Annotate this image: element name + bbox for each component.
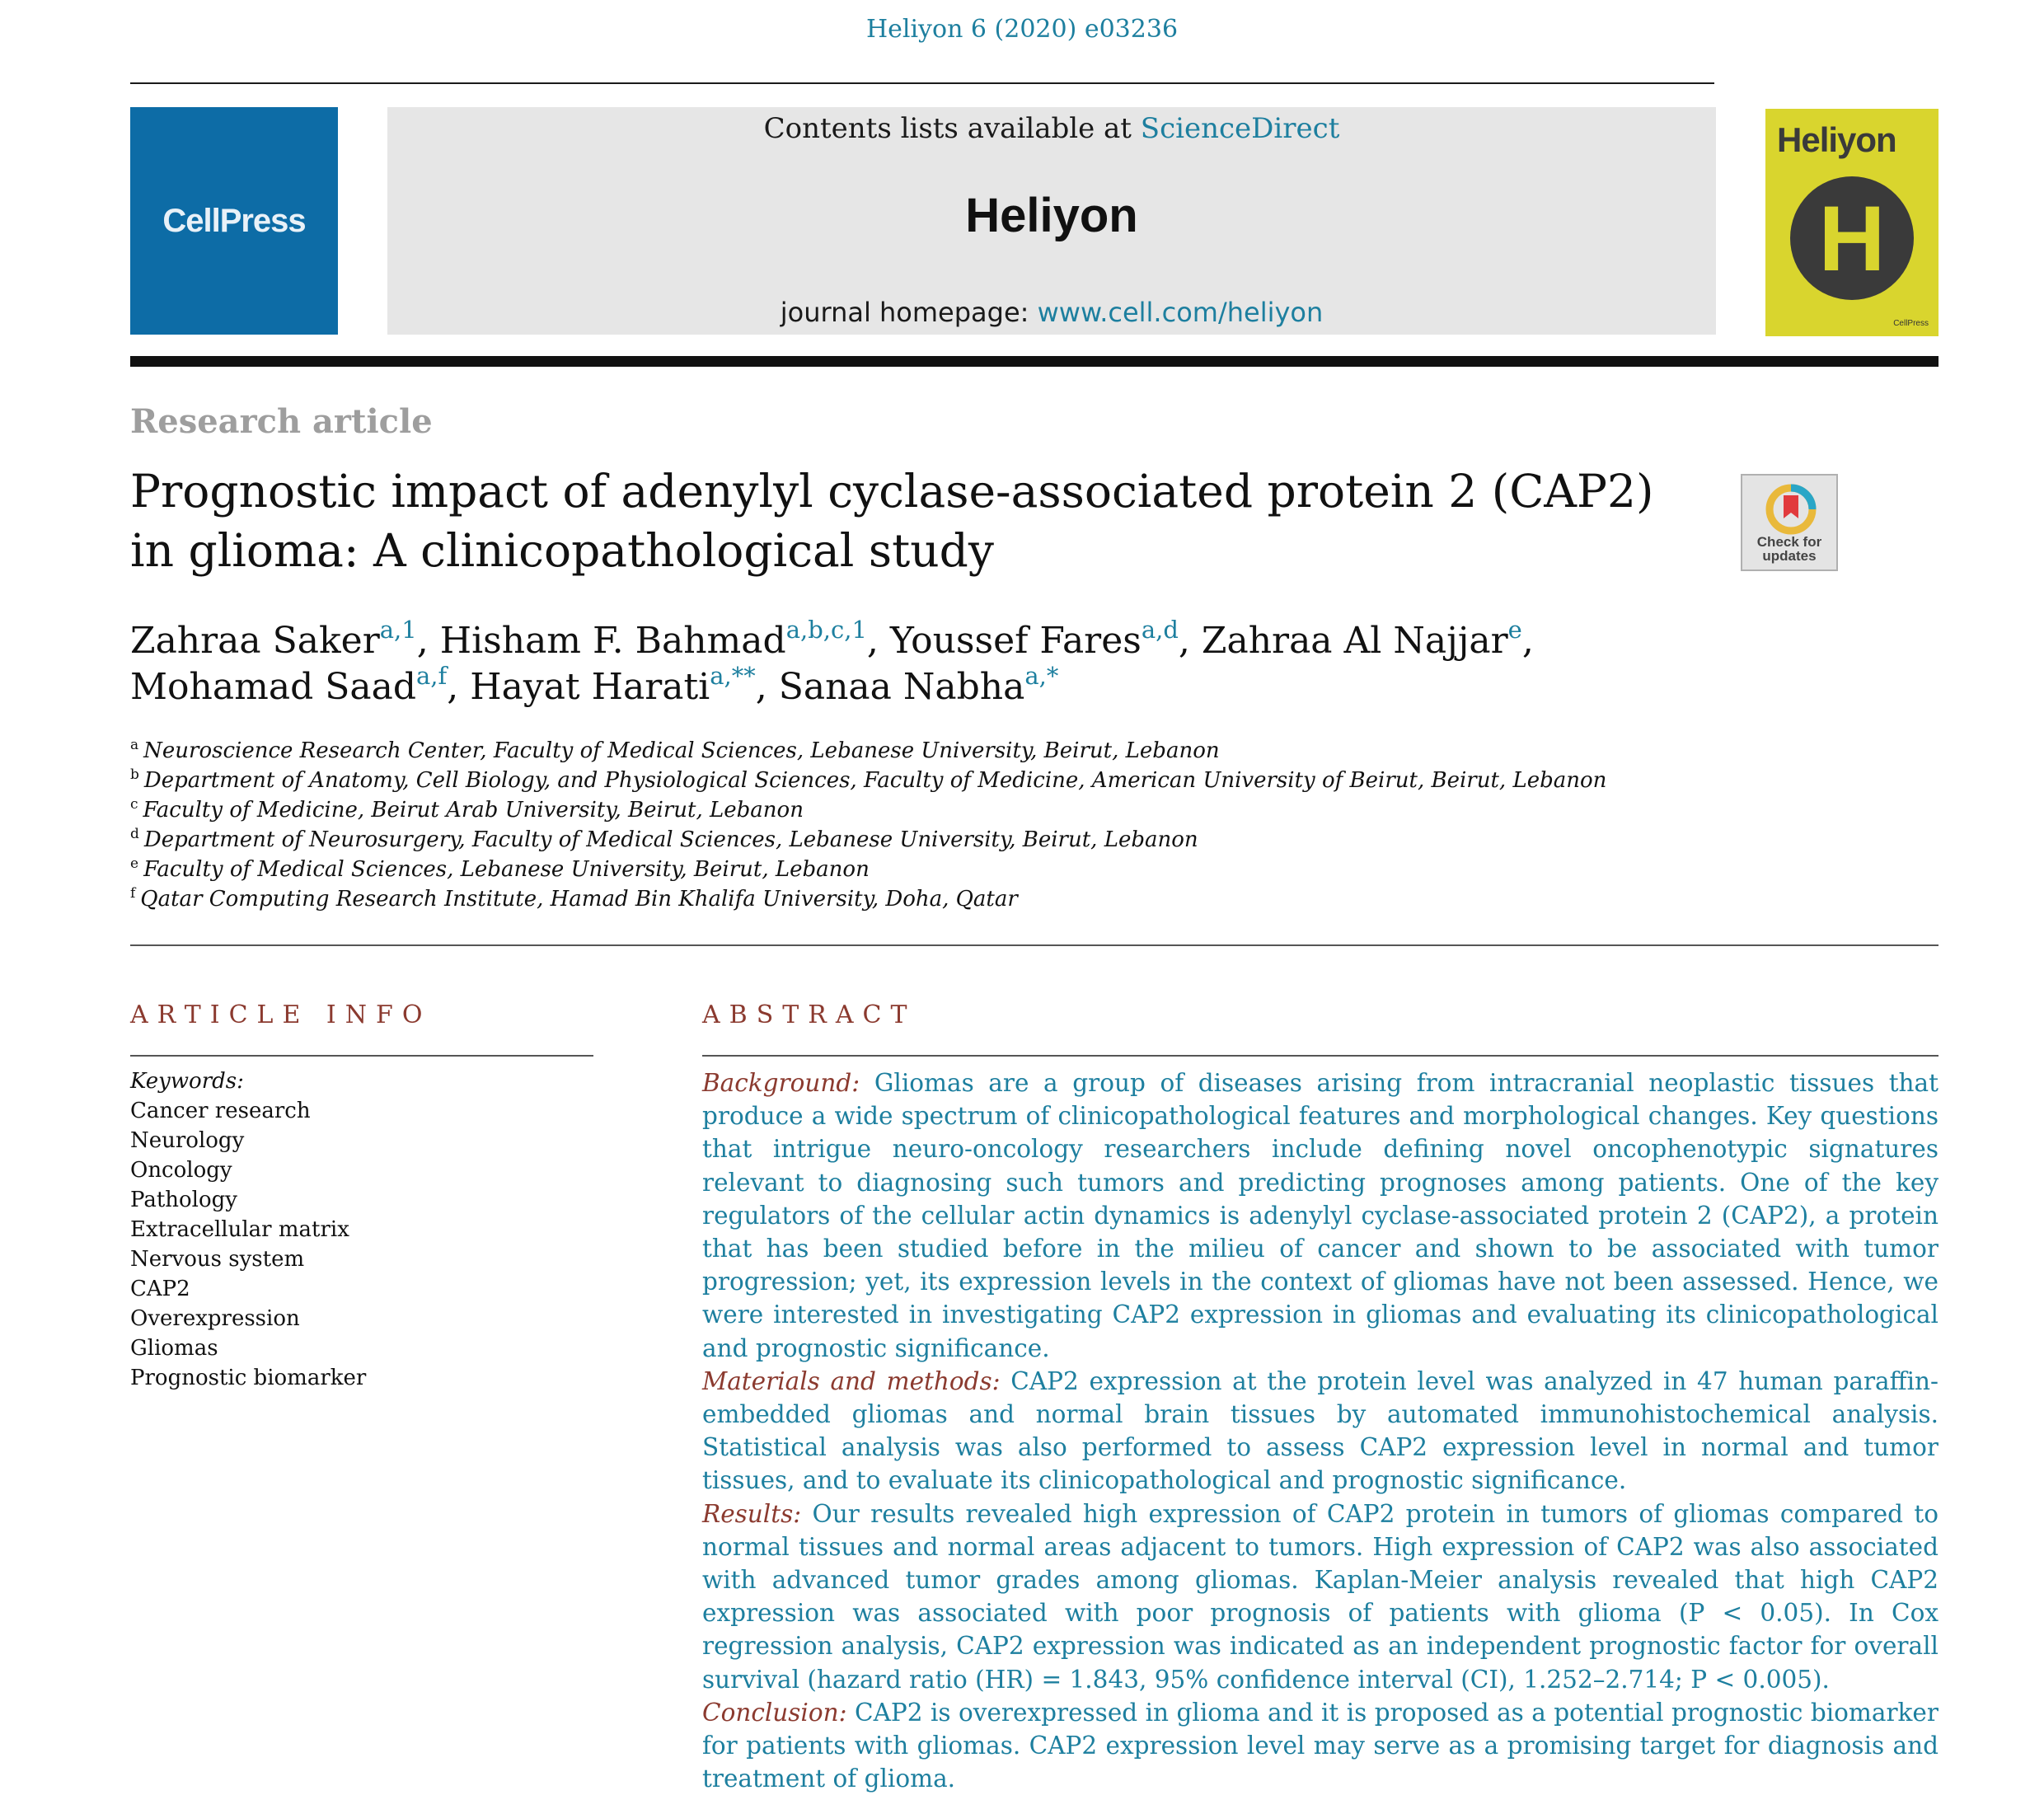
- keyword-item: Extracellular matrix: [130, 1217, 349, 1242]
- author-name: Zahraa Al Najjar: [1201, 620, 1508, 662]
- article-info-heading: ARTICLE INFO: [130, 1001, 432, 1029]
- journal-header-box: [387, 107, 1716, 335]
- author-name: Sanaa Nabha: [778, 666, 1025, 708]
- header-thick-divider: [130, 356, 1939, 367]
- affiliation-item: [130, 884, 1696, 914]
- abstract-section-label: Materials and methods:: [702, 1366, 1001, 1395]
- journal-name: Heliyon: [965, 189, 1138, 242]
- affiliation-key: a: [130, 737, 139, 753]
- keyword-item: Pathology: [130, 1188, 237, 1212]
- affiliation-key: c: [130, 796, 138, 813]
- abstract-section-text: Our results revealed high expression of CAP2 protein in tumors of gliomas compared to normal tissues and normal areas adjacent to tumors. High expression of CAP2 was also associated with advanced tumor grades among gliomas. Kaplan-Meier analysis revealed that high CAP2 expression was associated with poor prognosis of patients with glioma (P < 0.05). In Cox regression analysis, CAP2 expression was indicated as an independent prognostic factor for overall survival (hazard ratio (HR) = 1.843, 95% confidence interval (CI), 1.252–2.714; P < 0.005).: [702, 1499, 1939, 1694]
- keyword-item: Cancer research: [130, 1099, 311, 1123]
- affiliation-text: Qatar Computing Research Institute, Hamad Bin Khalifa University, Doha, Qatar: [140, 887, 1018, 912]
- keyword-item: Neurology: [130, 1128, 245, 1153]
- cover-title: Heliyon: [1777, 120, 1896, 159]
- article-type: Research article: [130, 402, 433, 441]
- author-affiliation-link[interactable]: a,**: [710, 662, 756, 690]
- cover-logo-circle: [1790, 176, 1914, 300]
- affiliation-key: f: [130, 885, 136, 902]
- abstract-section-text: CAP2 expression at the protein level was analyzed in 47 human paraffin-embedded gliomas and normal brain tissues by automated immunohistochemical analysis. Statistical analysis was also performed to assess CAP2 expression level in normal and tumor tissues, and to evaluate its clinicopathological and prognostic significance.: [702, 1366, 1939, 1495]
- affiliation-text: Faculty of Medicine, Beirut Arab University, Beirut, Lebanon: [143, 798, 804, 823]
- abstract-section-label: Background:: [702, 1069, 860, 1097]
- abstract-section-text: CAP2 is overexpressed in glioma and it is proposed as a potential prognostic biomarker for patients with gliomas. CAP2 expression level may serve as a promising target for diagnosis and treatment of glioma.: [702, 1698, 1939, 1793]
- abstract-background: [702, 1066, 1939, 1365]
- affiliation-key: b: [130, 766, 139, 783]
- contents-prefix: Contents lists available at: [763, 112, 1132, 145]
- journal-cover-thumbnail[interactable]: [1765, 109, 1939, 336]
- article-title: Prognostic impact of adenylyl cyclase-associated protein 2 (CAP2) in glioma: A clinicopathological study: [130, 465, 1654, 577]
- author-name: Mohamad Saad: [130, 666, 416, 708]
- affiliation-text: Department of Anatomy, Cell Biology, and Physiological Sciences, Faculty of Medicine, American University of Beirut, Beirut, Lebanon: [143, 768, 1607, 793]
- affiliation-item: [130, 795, 1696, 825]
- homepage-line: [387, 297, 1716, 328]
- keywords-list: [130, 1066, 366, 1393]
- keyword-item: Gliomas: [130, 1336, 218, 1361]
- author-name: Hayat Harati: [470, 666, 710, 708]
- affiliation-item: [130, 825, 1696, 855]
- affiliation-text: Department of Neurosurgery, Faculty of Medical Sciences, Lebanese University, Beirut, Lebanon: [143, 827, 1198, 852]
- author-name: Youssef Fares: [889, 620, 1142, 662]
- author-list: Zahraa Saker$^{a,1}$, Hisham F. Bahmad$^{a,b,c,1}$, Youssef Fares$^{a,d}$, Zahraa Al Najjar$^e$, Mohamad Saad$^{a,f}$, Hayat Harati$^{a,**}$, Sanaa Nabha$^{a,*}$: [130, 616, 1534, 708]
- cellpress-logo[interactable]: [130, 107, 338, 335]
- affiliation-text: Neuroscience Research Center, Faculty of Medical Sciences, Lebanese University, Beirut, Lebanon: [143, 738, 1220, 763]
- keyword-item: CAP2: [130, 1277, 190, 1301]
- check-updates-line2: updates: [1762, 548, 1817, 564]
- keyword-item: Overexpression: [130, 1306, 300, 1331]
- journal-citation[interactable]: Heliyon 6 (2020) e03236: [865, 15, 1179, 44]
- article-info-divider: [130, 1055, 593, 1057]
- author-affiliation-link[interactable]: a,1: [379, 616, 417, 644]
- section-divider: [130, 944, 1939, 946]
- crossmark-icon: [1765, 484, 1817, 535]
- keyword-item: Nervous system: [130, 1247, 305, 1272]
- author-name: Hisham F. Bahmad: [439, 620, 786, 662]
- author-affiliation-link[interactable]: a,d: [1141, 616, 1179, 644]
- affiliation-key: d: [130, 826, 139, 842]
- author-affiliation-link[interactable]: a,f: [416, 662, 448, 690]
- keyword-item: Oncology: [130, 1158, 232, 1183]
- keywords-label: Keywords:: [130, 1069, 244, 1094]
- affiliation-key: e: [130, 855, 139, 872]
- author-affiliation-link[interactable]: a,b,c,1: [785, 616, 867, 644]
- affiliation-text: Faculty of Medical Sciences, Lebanese University, Beirut, Lebanon: [143, 857, 870, 882]
- affiliation-item: [130, 766, 1696, 795]
- check-updates-line1: Check for: [1756, 534, 1822, 550]
- affiliation-item: [130, 736, 1696, 766]
- author-name: Zahraa Saker: [130, 620, 380, 662]
- keyword-item: Prognostic biomarker: [130, 1366, 367, 1390]
- abstract-conclusion: [702, 1696, 1939, 1795]
- affiliation-item: [130, 855, 1696, 884]
- check-for-updates-button[interactable]: [1741, 474, 1838, 571]
- abstract-divider: [702, 1055, 1939, 1057]
- homepage-link[interactable]: www.cell.com/heliyon: [1037, 297, 1324, 328]
- cover-letter: H: [1818, 186, 1886, 290]
- homepage-prefix: journal homepage:: [780, 297, 1029, 328]
- author-affiliation-link[interactable]: a,*: [1024, 662, 1059, 690]
- abstract-methods: [702, 1365, 1939, 1497]
- abstract-body: [702, 1066, 1939, 1795]
- abstract-section-label: Conclusion:: [702, 1698, 847, 1727]
- affiliation-list: [130, 736, 1696, 914]
- abstract-section-label: Results:: [702, 1499, 802, 1528]
- author-affiliation-link[interactable]: e: [1507, 616, 1522, 644]
- abstract-results: [702, 1497, 1939, 1696]
- top-divider: [130, 82, 1714, 84]
- cellpress-logo-text: CellPress: [162, 202, 306, 239]
- sciencedirect-link[interactable]: ScienceDirect: [1140, 112, 1340, 145]
- cover-publisher: CellPress: [1893, 319, 1929, 328]
- abstract-heading: ABSTRACT: [702, 1001, 917, 1029]
- contents-line: [387, 112, 1716, 145]
- abstract-section-text: Gliomas are a group of diseases arising from intracranial neoplastic tissues that produce a wide spectrum of clinicopathological features and morphological changes. Key questions that intrigue neuro-oncology researchers include defining novel oncophenotypic signatures relevant to diagnosing such tumors and predicting prognoses among patients. One of the key regulators of the cellular actin dynamics is adenylyl cyclase-associated protein 2 (CAP2), a protein that has been studied before in the milieu of cancer and shown to be associated with tumor progression; yet, its expression levels in the context of gliomas have not been assessed. Hence, we were interested in investigating CAP2 expression in gliomas and evaluating its clinicopathological and prognostic significance.: [702, 1069, 1939, 1362]
- check-updates-label: [1742, 535, 1836, 563]
